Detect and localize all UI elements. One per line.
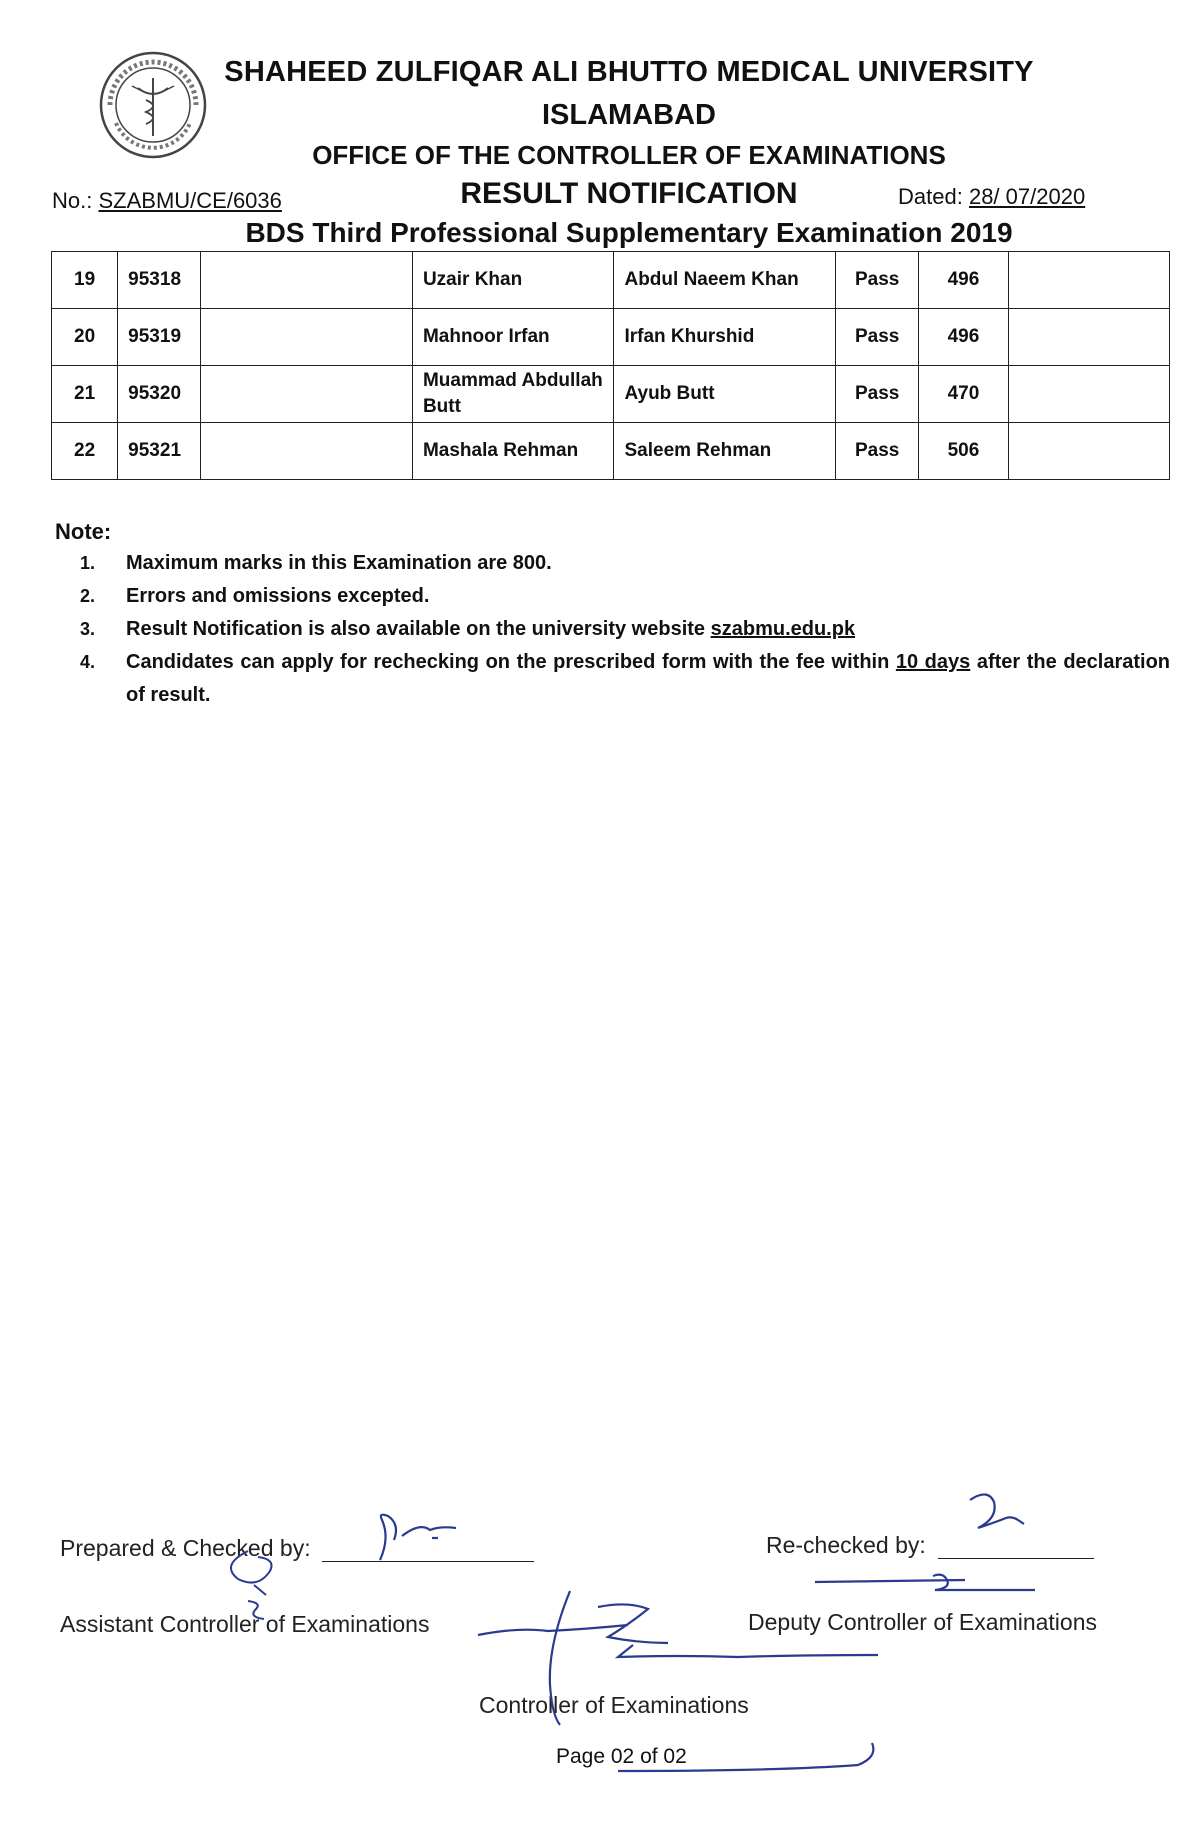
controller-role: Controller of Examinations xyxy=(479,1692,749,1718)
controller-signature xyxy=(478,1585,888,1770)
note-number: 2. xyxy=(80,586,96,606)
rechecked-signature-line xyxy=(938,1558,1094,1559)
note-text: Maximum marks in this Examination are 800. xyxy=(126,552,552,574)
cell-status: Pass xyxy=(836,252,919,309)
cell-blank xyxy=(201,309,413,366)
cell-marks: 470 xyxy=(919,366,1008,423)
cell-marks: 506 xyxy=(919,423,1008,480)
document-title: RESULT NOTIFICATION xyxy=(460,177,798,210)
note-text: Errors and omissions excepted. xyxy=(126,585,430,607)
prepared-by-label: Prepared & Checked by: xyxy=(60,1535,311,1561)
university-city: ISLAMABAD xyxy=(542,99,716,131)
table-row xyxy=(52,423,1170,480)
assistant-controller-role: Assistant Controller of Examinations xyxy=(60,1611,430,1637)
cell-status: Pass xyxy=(836,309,919,366)
cell-student-name: Mashala Rehman xyxy=(412,423,614,480)
cell-serial: 19 xyxy=(52,252,118,309)
note-text xyxy=(126,646,1170,712)
cell-serial: 21 xyxy=(52,366,118,423)
cell-serial: 22 xyxy=(52,423,118,480)
cell-student-name: Muammad Abdullah Butt xyxy=(412,366,614,423)
note-number: 4. xyxy=(80,652,96,672)
cell-father-name: Abdul Naeem Khan xyxy=(614,252,836,309)
note-number: 1. xyxy=(80,553,96,573)
cell-serial: 20 xyxy=(52,309,118,366)
notes-title: Note: xyxy=(55,519,112,544)
deputy-controller-signature xyxy=(960,1488,1040,1548)
office-title: OFFICE OF THE CONTROLLER OF EXAMINATIONS xyxy=(312,140,946,170)
table-row xyxy=(52,366,1170,423)
cell-roll-number: 95319 xyxy=(118,309,201,366)
website-link[interactable]: szabmu.edu.pk xyxy=(710,618,856,640)
notes-list xyxy=(80,547,1170,712)
deadline-emphasis: 10 days xyxy=(895,651,971,673)
cell-marks: 496 xyxy=(919,252,1008,309)
note-text-part: Candidates can apply for rechecking on the prescribed form with the fee within xyxy=(126,651,896,673)
results-table xyxy=(51,251,1170,480)
cell-student-name: Mahnoor Irfan xyxy=(412,309,614,366)
cell-student-name: Uzair Khan xyxy=(412,252,614,309)
cell-father-name: Irfan Khurshid xyxy=(614,309,836,366)
cell-marks: 496 xyxy=(919,309,1008,366)
cell-blank xyxy=(201,252,413,309)
reference-value: SZABMU/CE/6036 xyxy=(98,188,282,213)
list-item xyxy=(80,547,1170,580)
note-number: 3. xyxy=(80,619,96,639)
cell-roll-number: 95321 xyxy=(118,423,201,480)
note-text-part: after the declaration of result. xyxy=(126,651,1171,706)
cell-blank xyxy=(201,366,413,423)
initials-scribble xyxy=(218,1545,308,1635)
assistant-controller-signature xyxy=(360,1508,470,1568)
dated-label: Dated: xyxy=(898,184,963,209)
dated xyxy=(898,184,1085,210)
cell-father-name: Ayub Butt xyxy=(614,366,836,423)
note-text xyxy=(126,613,1170,646)
exam-title: BDS Third Professional Supplementary Examination 2019 xyxy=(245,217,1013,248)
cell-blank xyxy=(201,423,413,480)
list-item xyxy=(80,646,1170,712)
deputy-controller-role: Deputy Controller of Examinations xyxy=(748,1609,1097,1635)
cell-roll-number: 95318 xyxy=(118,252,201,309)
list-item xyxy=(80,580,1170,613)
table-row xyxy=(52,309,1170,366)
cell-roll-number: 95320 xyxy=(118,366,201,423)
reference-label: No.: xyxy=(52,188,93,213)
page-number: Page 02 of 02 xyxy=(556,1745,687,1768)
university-name: SHAHEED ZULFIQAR ALI BHUTTO MEDICAL UNIVERSITY xyxy=(224,56,1034,88)
cell-remarks xyxy=(1008,423,1169,480)
cell-remarks xyxy=(1008,252,1169,309)
cell-status: Pass xyxy=(836,366,919,423)
reference-number xyxy=(52,188,282,214)
rechecked-by-label: Re-checked by: xyxy=(766,1532,926,1558)
cell-status: Pass xyxy=(836,423,919,480)
cell-father-name: Saleem Rehman xyxy=(614,423,836,480)
note-text-part: Result Notification is also available on the university website xyxy=(126,618,711,640)
cell-remarks xyxy=(1008,309,1169,366)
cell-remarks xyxy=(1008,366,1169,423)
list-item xyxy=(80,613,1170,646)
dated-value: 28/ 07/2020 xyxy=(968,184,1086,209)
table-row xyxy=(52,252,1170,309)
